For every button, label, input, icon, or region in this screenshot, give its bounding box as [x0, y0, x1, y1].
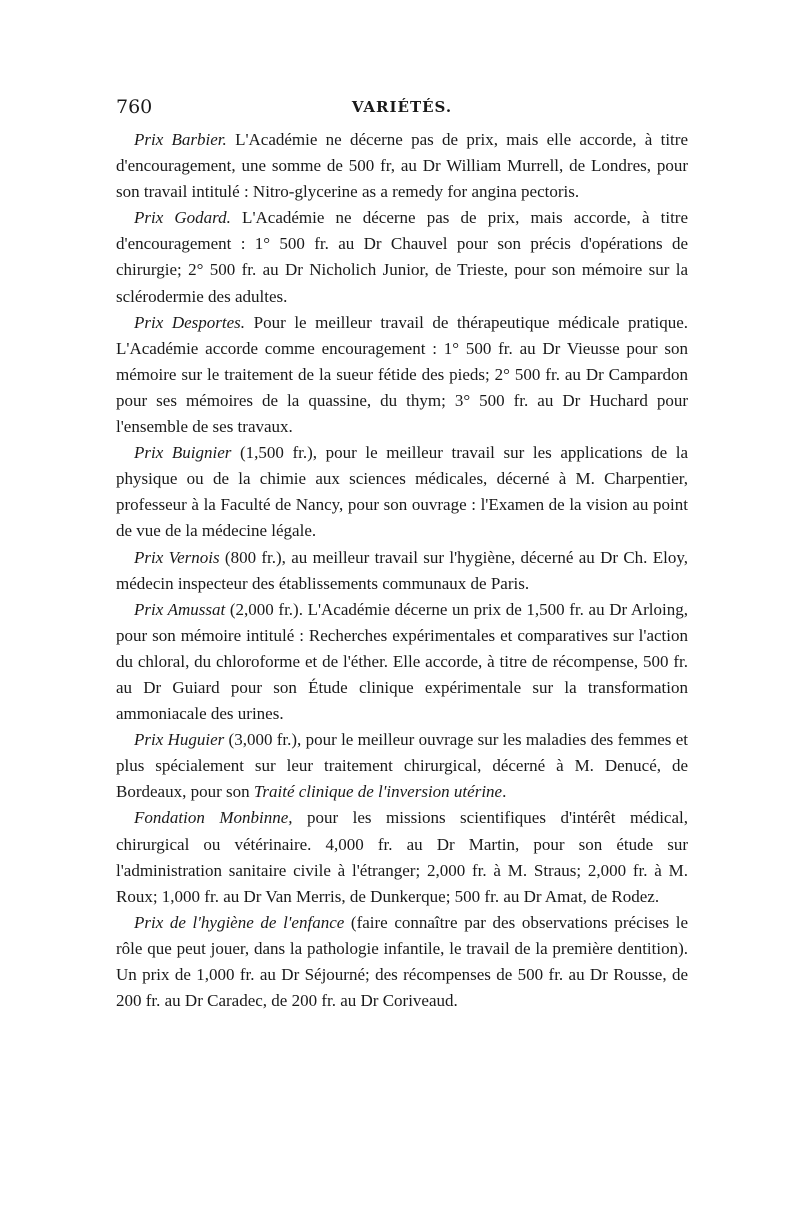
paragraph-lead: Prix Godard.: [134, 208, 231, 228]
paragraph-lead: Prix Vernois: [134, 547, 220, 567]
paragraph-lead: Prix Huguier: [134, 730, 225, 750]
paragraph-end: .: [502, 782, 507, 802]
paragraph-prix-huguier: [116, 727, 688, 805]
paragraph-lead: Prix Amussat: [134, 599, 226, 619]
paragraph-prix-godard: [116, 205, 688, 309]
paragraph-text: (3,000 fr.), pour le meilleur ouvrage sur les maladies des femmes et plus spécialement sur leur traitement chirurgical, décerné à M. Denucé, de Bordeaux, pour son: [116, 730, 688, 802]
paragraph-prix-vernois: [116, 545, 688, 597]
paragraph-prix-barbier: [116, 127, 688, 205]
paragraph-fondation-monbinne: [116, 805, 688, 909]
paragraph-prix-amussat: [116, 597, 688, 727]
paragraph-lead: Fondation Monbinne,: [134, 808, 293, 828]
paragraph-text: (800 fr.), au meilleur travail sur l'hygiène, décerné au Dr Ch. Eloy, médecin inspecteur des établissements communaux de Paris.: [116, 547, 688, 593]
paragraph-text: Pour le meilleur travail de thérapeutique médicale pratique. L'Académie accorde comme encouragement : 1° 500 fr. au Dr Vieusse pour son mémoire sur le traitement de la sueur fétide des pieds; 2° 500 fr. au Dr Campardon pour ses mémoires de la quassine, du thym; 3° 500 fr. au Dr Huchard pour l'ensemble de ses travaux.: [116, 312, 688, 437]
running-title: VARIÉTÉS.: [351, 98, 453, 116]
paragraph-prix-desportes: [116, 310, 688, 440]
paragraph-text: L'Académie ne décerne pas de prix, mais elle accorde, à titre d'encouragement, une somme de 500 fr, au Dr William Murrell, de Londres, pour son travail intitulé : Nitro-glycerine as a remedy for angina pectoris.: [116, 130, 688, 202]
paragraph-lead: Prix Buignier: [134, 443, 232, 463]
paragraph-lead: Prix de l'hygiène de l'enfance: [134, 912, 345, 932]
body-text: [116, 127, 688, 1014]
paragraph-text: pour les missions scientifiques d'intérêt médical, chirurgical ou vétérinaire. 4,000 fr. au Dr Martin, pour son étude sur l'administration sanitaire civile à l'étranger; 2,000 fr. à M. Straus; 2,000 fr. à M. Roux; 1,000 fr. au Dr Van Merris, de Dunkerque; 500 fr. au Dr Amat, de Rodez.: [116, 808, 688, 906]
paragraph-text: (faire connaître par des observations précises le rôle que peut jouer, dans la pathologie infantile, le travail de la première dentition). Un prix de 1,000 fr. au Dr Séjourné; des récompenses de 500 fr. au Dr Rousse, de 200 fr. au Dr Caradec, de 200 fr. au Dr Coriveaud.: [116, 912, 689, 1011]
paragraph-lead: Prix Desportes.: [134, 312, 246, 332]
page-header: [116, 96, 688, 120]
page-number: 760: [116, 96, 153, 118]
paragraph-text: (1,500 fr.), pour le meilleur travail sur les applications de la physique ou de la chimie aux sciences médicales, décerné à M. Charpentier, professeur à la Faculté de Nancy, pour son ouvrage : l'Examen de la vision au point de vue de la médecine légale.: [116, 443, 688, 541]
paragraph-lead: Prix Barbier.: [134, 130, 227, 149]
book-title: Traité clinique de l'inversion utérine: [253, 782, 503, 802]
paragraph-prix-hygiene-enfance: [116, 910, 688, 1014]
paragraph-prix-buignier: [116, 440, 688, 544]
paragraph-text: L'Académie ne décerne pas de prix, mais accorde, à titre d'encouragement : 1° 500 fr. au Dr Chauvel pour son précis d'opérations de chirurgie; 2° 500 fr. au Dr Nicholich Junior, de Trieste, pour son mémoire sur la sclérodermie des adultes.: [116, 208, 689, 306]
paragraph-text: (2,000 fr.). L'Académie décerne un prix de 1,500 fr. au Dr Arloing, pour son mémoire intitulé : Recherches expérimentales et comparatives sur l'action du chloral, du chloroforme et de l'éther. Elle accorde, à titre de récompense, 500 fr. au Dr Guiard pour son Étude clinique expérimentale sur la transformation ammoniacale des urines.: [116, 599, 688, 724]
